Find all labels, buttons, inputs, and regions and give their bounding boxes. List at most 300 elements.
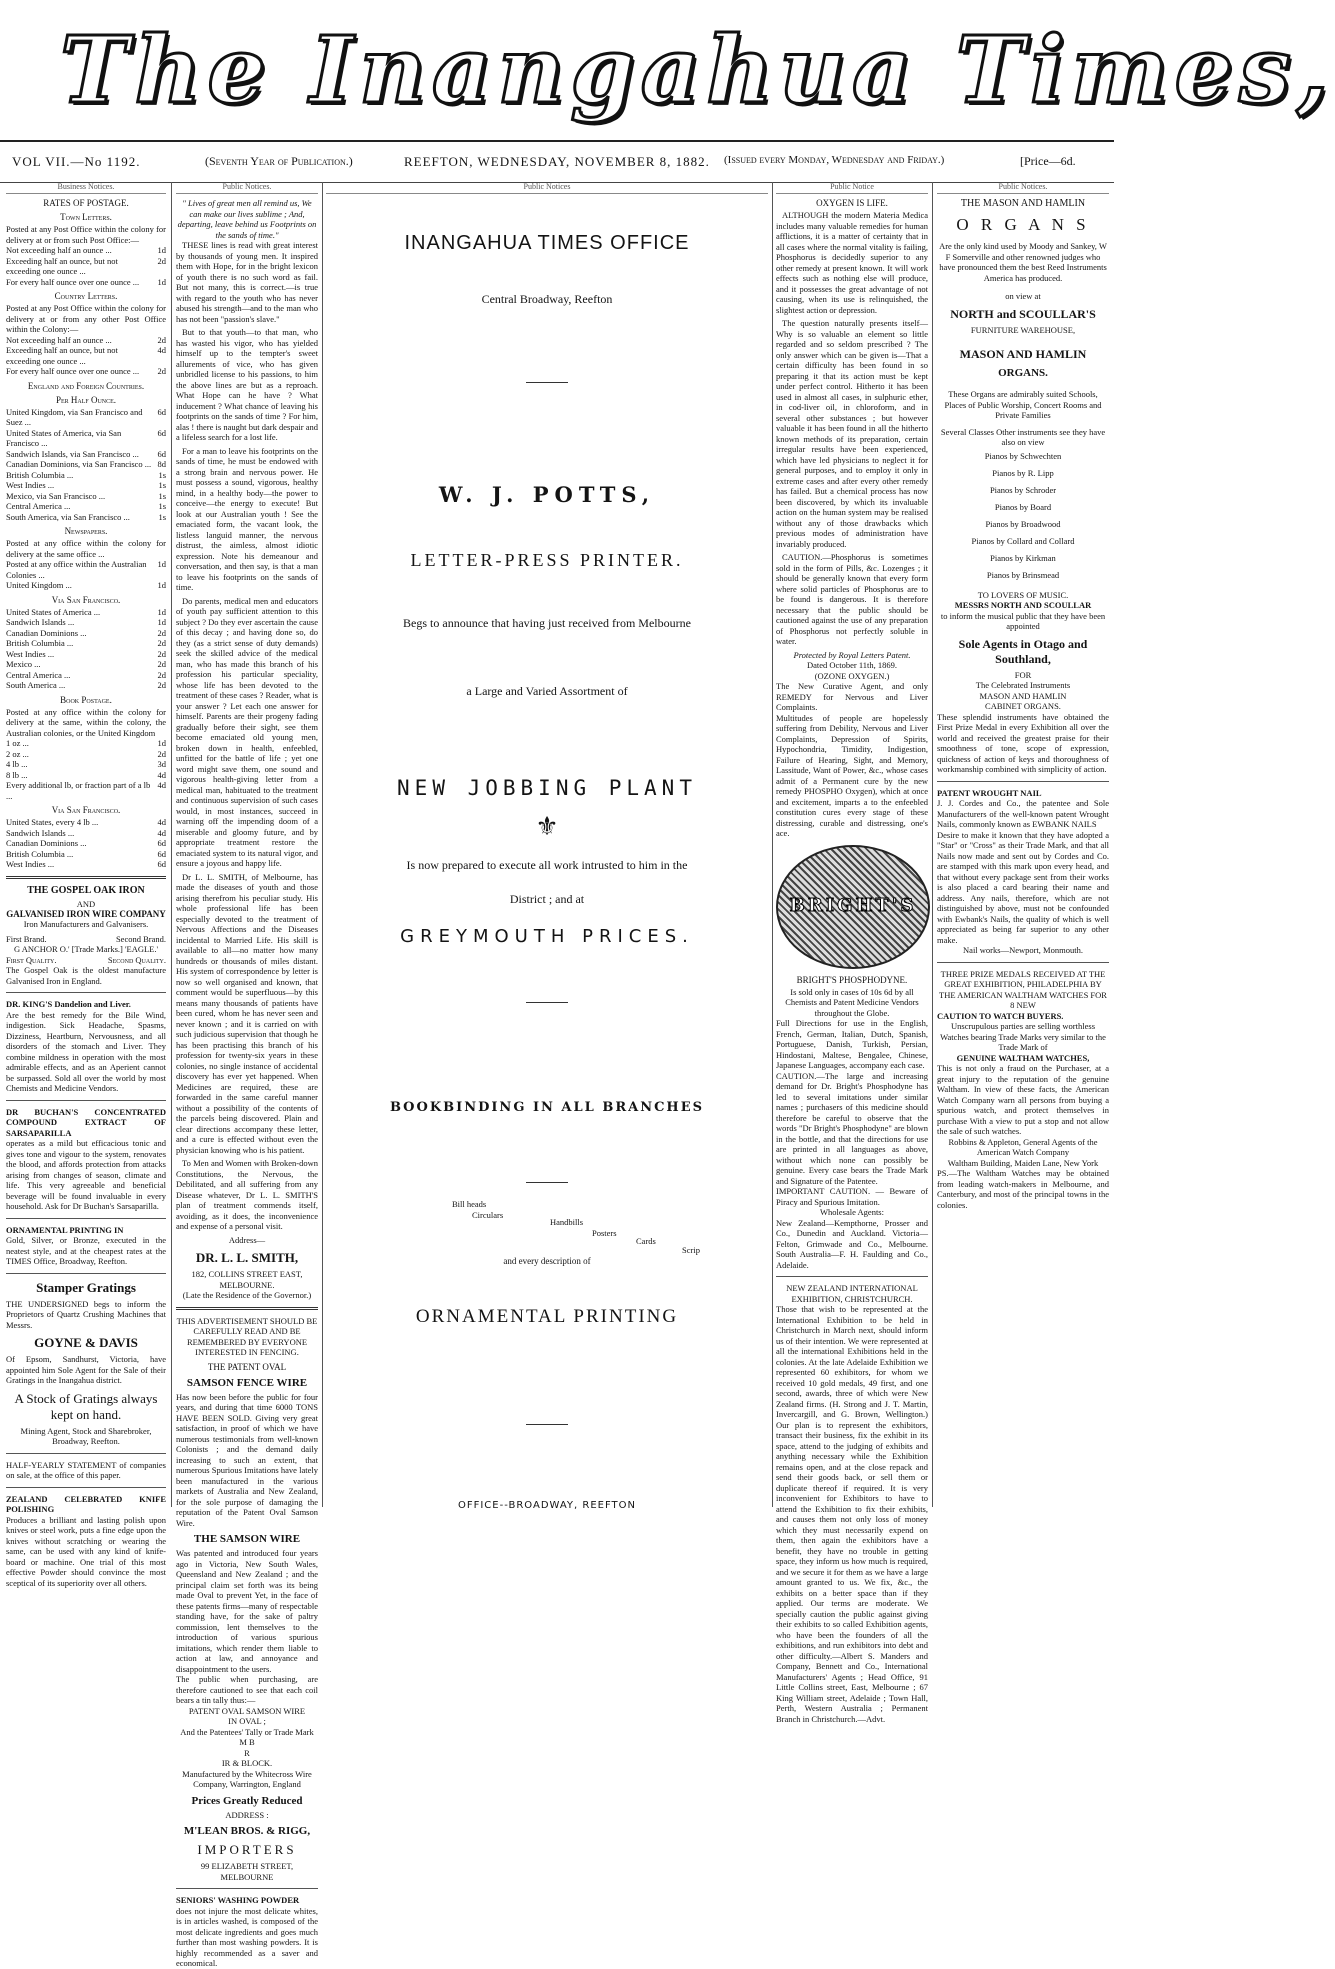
rate-value: 1d [157, 245, 166, 255]
mlean-bros: M'LEAN BROS. & RIGG, [183, 1825, 311, 1837]
inform-text: to inform the musical public that they have been appointed [940, 610, 1106, 631]
column-rule [171, 182, 172, 1507]
price: [Price—6d. [1020, 154, 1076, 168]
dr-king-title: DR. KING'S Dandelion and Liver. [6, 999, 131, 1009]
directions-text: Full Directions for use in the English, French, German, Italian, Dutch, Spanish, Portuguese, Danish, Turkish, Persian, Hindostani, Maltese, Bengalee, Chinese, Japanese Languages, accompany each case. [776, 1018, 928, 1070]
announce-line: and every description of [503, 1256, 591, 1266]
rate-label: 2 oz ... [6, 748, 29, 759]
piano-item: Pianos by Brinsmead [986, 569, 1060, 580]
rate-label: Sandwich Islands ... [6, 617, 75, 627]
rate-label: West Indies ... [6, 648, 55, 659]
divider [6, 1453, 166, 1454]
divider [6, 1273, 166, 1274]
rate-value: 2d [157, 334, 166, 345]
rate-label: Sandwich Islands, via San Francisco ... [6, 448, 139, 459]
divider [176, 1888, 318, 1889]
rate-row [6, 828, 166, 839]
caution-watch: CAUTION TO WATCH BUYERS. [937, 1010, 1064, 1021]
samson-fence-wire: SAMSON FENCE WIRE [186, 1376, 308, 1389]
badge-label: BRIGHT'S [789, 894, 917, 916]
nz-exhibition-title: NEW ZEALAND INTERNATIONAL EXHIBITION, CHRISTCHURCH. [786, 1283, 918, 1304]
rate-label: 4 lb ... [6, 759, 28, 769]
rate-label: 8 lb ... [6, 769, 28, 780]
rate-value: 1s [158, 469, 166, 480]
rate-row [6, 849, 166, 860]
printing-item: Circulars [472, 1210, 504, 1220]
rate-label: 1 oz ... [6, 738, 29, 748]
book-post-heading: Book Postage. [60, 694, 112, 705]
office-address: Central Broadway, Reefton [481, 292, 613, 306]
address-label: ADDRESS : [225, 1809, 269, 1820]
goyne-text: Of Epsom, Sandhurst, Victoria, have appointed him Sole Agent for the Sale of their Gratings in the Inangahua district. [6, 1354, 166, 1385]
goyne-davis: GOYNE & DAVIS [34, 1335, 138, 1350]
tally-text: M B [239, 1737, 255, 1747]
rate-value: 3d [157, 759, 166, 769]
rate-row [6, 245, 166, 256]
important-caution: IMPORTANT CAUTION. — Beware of Piracy and Spurious Imitation. [776, 1186, 928, 1207]
gospel-and: AND [76, 898, 96, 909]
importers: IMPORTERS [197, 1842, 297, 1857]
column-rule [322, 182, 323, 1507]
rate-row [6, 470, 166, 481]
rate-value: 1s [158, 511, 166, 522]
rate-value: 6d [157, 406, 166, 417]
article-paragraph: Dr L. L. SMITH, of Melbourne, has made the diseases of youth and those arising therefrom his peculiar study. His whole professional life has been especially devoted to the treatment of Nervous Affections and the Diseases incidental to Married Life. His skill is available to all—no matter how many hundreds or thousands of miles distant. His system of correspondence by letter is now so well organised and known, that comment would be superfluous—by this means many thousands of patients have been cured, whom he has never seen and never known ; and it is carried on with such judicious supervision that though he has been practising this branch of his profession for twenty-six years in these colonies, no single instance of accidental discovery has ever yet happened. When Medicines are required, these are forwarded in the same careful manner without a possibility of the contents of the parcels being discovered. Plain and clear directions accompany these letter, and a cure is effected without even the physician knowing who is his patient. [176, 871, 318, 1155]
rate-row [6, 512, 166, 523]
divider [6, 876, 166, 879]
rate-value: 2d [157, 648, 166, 659]
divider [176, 1307, 318, 1310]
rate-value: 6d [157, 448, 166, 459]
rate-label: United Kingdom, via San Francisco and Suez ... [6, 406, 143, 427]
cabinet-organs: CABINET ORGANS. [985, 701, 1061, 711]
smith-note: (Late the Residence of the Governor.) [182, 1290, 312, 1300]
publication-year: (Seventh Year of Publication.) [205, 154, 353, 168]
column-printer-ad [326, 182, 768, 1510]
article-paragraph: To Men and Women with Broken-down Constitutions, the Nervous, the Debilitated, and all suffering from any Disease whatever, Dr L. L. SMITH'S plan of treatment commends itself, avoiding, as it does, the inconvenience and expense of a personal visit. [176, 1158, 318, 1231]
divider [6, 1487, 166, 1488]
samson-wire: THE SAMSON WIRE [193, 1533, 301, 1545]
rate-row [6, 345, 166, 366]
several-classes: Several Classes Other instruments see they have also on view [940, 426, 1106, 447]
half-yearly: HALF-YEARLY STATEMENT of companies on sale, at the office of this paper. [6, 1459, 166, 1480]
piano-item: Pianos by Schroder [989, 484, 1057, 495]
address-label: Address— [228, 1234, 266, 1245]
printing-item: Bill heads [452, 1199, 487, 1209]
rate-row [6, 780, 166, 801]
piano-item: Pianos by Kirkman [990, 552, 1056, 563]
piano-item: Pianos by R. Lipp [992, 467, 1054, 478]
rates-table [6, 245, 166, 287]
watch-text: Unscrupulous parties are selling worthless Watches bearing Trade Marks very similar to the Trade Mark of [940, 1021, 1106, 1052]
column-rule [772, 182, 773, 1507]
rate-value: 2d [157, 627, 166, 638]
nz-exhibition-text: Those that wish to be represented at the International Exhibition to be held in Christchurch in March next, should inform us of their intention. We were represented at all the international Exhibitions held in the colonies. At the late Adelaide Exhibition we represented 60 exhibitors, for whom we received 10 gold medals, 49 first, and one second, awards, three of which were New Zealand firms. (H. Strong and J. T. Martin, Invercargill, and G. Brown, Wellington.) Our plan is to represent the exhibitors, transact their business, fix the exhibit in its space, attend to the judging of exhibits and anything necessary while the Exhibition remains open, and at the close repack and send their goods back, or sell them or duplicate thereof if required. It is very inconvenient for Exhibitors to have to attend the Exhibition to fix their exhibits, and causes them not only loss of money which they must necessarily expend on them, then again the exhibitors have a benefit, they have no trouble in getting space, they inform us how much is required, and we secure it for them as we have a large amount granted to us. We fix, &c., the exhibits on a better space than if they applied. Our terms are moderate. We specially caution the public against giving their exhibits to so called Exhibition agents, who have been the founders of all the exhibitions, and run exhibitors into debt and other difficulty.—Albert S. Manders and Company, Bennett and Co., International Manufacturers' Agents ; Head Office, 91 Little Collins street, East, Melbourne ; 67 King William street, Adelaide ; Town Hall, Perth, Western Australia ; Permanent Branch in Christchurch.—Advt. [776, 1304, 928, 1724]
brights-sold: Is sold only in cases of 10s 6d by all Chemists and Patent Medicine Vendors throughout the Globe. [785, 986, 919, 1018]
divider [937, 781, 1109, 782]
curative-text: The New Curative Agent, and only REMEDY for Nervous and Liver Complaints. [776, 681, 928, 712]
stock-title: A Stock of Gratings always kept on hand. [14, 1390, 158, 1422]
rate-value: 4d [157, 345, 166, 355]
smith-name: DR. L. L. SMITH, [195, 1250, 299, 1265]
rate-row [6, 680, 166, 691]
gospel-subtitle: Iron Manufacturers and Galvanisers. [23, 919, 149, 929]
gospel-oak-title: THE GOSPEL OAK IRON [27, 884, 145, 896]
rate-value: 1d [157, 738, 166, 748]
bookbinding: BOOKBINDING IN ALL BRANCHES [389, 1100, 705, 1115]
newspapers-text: Posted at any office within the colony for delivery at the same office ... [6, 538, 166, 559]
organs-suited: These Organs are admirably suited Schools, Places of Public Worship, Concert Rooms and Private Families [944, 389, 1102, 420]
column-header: Public Notices [326, 182, 768, 194]
rates-table [6, 817, 166, 870]
issue-schedule: (Issued every Monday, Wednesday and Friday.) [724, 154, 945, 166]
dr-king-text: Are the best remedy for the Bile Wind, indigestion. Sick Headache, Spasms, Dizziness, Heartburn, Nervousness, and all disorders of the stomach and Liver. They combine mildness in operation with the most admirable effects, and as an Aperient cannot be surpassed. Sold all over the world by most Chemists and Medicine Vendors. [6, 1009, 166, 1093]
article-paragraph: CAUTION.—Phosphorus is sometimes sold in the form of Pills, &c. Lozenges ; it should be generally known that every form where solid particles of Phosphorus are to be found is dangerous. It is therefore necessary that the public should be cautioned against the use of any preparation of Phosphorus not perfectly soluble in water. [776, 552, 928, 646]
rate-label: Central America ... [6, 669, 71, 680]
rate-row [6, 859, 166, 870]
senior-text: does not injure the most delicate whites, is in articles washed, is composed of the most delicate ingredients and goes much further than most washing powders. It is highly recommended as a saver and economical. [176, 1905, 318, 1968]
rate-label: Not exceeding half an ounce ... [6, 334, 112, 345]
rate-label: Central America ... [6, 501, 71, 511]
zealand-text: Produces a brilliant and lasting polish upon knives or steel work, puts a fine edge upon the knives without scratching or wearing the same, can be used with any kind of knife-board or machine. One trial of this most effective Powder should convince the most sceptical of its superiority over all others. [6, 1514, 166, 1588]
rate-value: 2d [157, 669, 166, 680]
rate-row [6, 480, 166, 491]
town-letters-text: Posted at any Post Office within the colony for delivery at or from such Post Office:— [6, 224, 166, 245]
gospel-company: GALVANISED IRON WIRE COMPANY [6, 909, 166, 919]
rate-label: Mexico, via San Francisco ... [6, 490, 106, 501]
rate-label: For every half ounce over one ounce ... [6, 276, 140, 287]
robbins: Robbins & Appleton, General Agents of the American Watch Company [948, 1136, 1098, 1157]
rate-label: Canadian Dominions, via San Francisco ... [6, 459, 152, 469]
rate-label: British Columbia ... [6, 848, 74, 859]
dated: Dated October 11th, 1869. [806, 660, 898, 670]
country-letters-heading: Country Letters. [54, 291, 118, 301]
column-rule [932, 182, 933, 1507]
wholesale-agents: New Zealand—Kempthorne, Prosser and Co., Dunedin and Auckland. Victoria—Felton, Grimwade and Co., Melbourne. South Australia—F. H. Faulding and Co., Adelaide. [776, 1217, 928, 1270]
nail-works: Nail works—Newport, Monmouth. [963, 945, 1083, 955]
rate-value: 1s [158, 480, 166, 490]
column-header: Public Notice [776, 182, 928, 194]
piano-item: Pianos by Collard and Collard [971, 535, 1075, 546]
rate-label: British Columbia ... [6, 469, 74, 480]
brand-first: First Brand. [6, 933, 47, 944]
ornament-icon: ⚜ [535, 812, 559, 841]
rate-row [6, 838, 166, 849]
tally-text: IN OVAL ; [228, 1716, 266, 1726]
divider [937, 962, 1109, 963]
rate-row [6, 580, 166, 591]
sole-agents: Sole Agents in Otago and Southland, [958, 636, 1088, 666]
cordes-body: Desire to make it known that they have adopted a "Star" or "Cross" as their Trade Mark, and that all Nails now made and sent out by Cordes and Co. are stamped with this mark upon every head, and that without every package sent from their works is also placed a card bearing their name and address. Any nails, therefore, which are not distinguished by above, must not be confounded with Ewbank's Nails, the quality of which is well appreciated as being far superior to any other make. [937, 829, 1109, 945]
patent-note: Protected by Royal Letters Patent. [793, 649, 911, 660]
divider [526, 1424, 568, 1425]
stamper-title: Stamper Gratings [36, 1279, 136, 1295]
rate-value: 1s [158, 490, 166, 501]
tally-text: And the Patentees' Tally or Trade Mark [180, 1726, 314, 1737]
genuine-text: This is not only a fraud on the Purchaser, at a great injury to the reputation of the genuine Waltham. In view of these facts, the American Watch Company warn all persons from buying a spurious watch, and protect themselves in purchase With a view to put a stop and not allow the sale of such watches. [937, 1063, 1109, 1136]
rates-table [6, 407, 166, 523]
jobbing-plant: NEW JOBBING PLANT [397, 776, 697, 800]
gospel-text: The Gospel Oak is the oldest manufacture Galvanised Iron in England. [6, 965, 166, 986]
rates-table [6, 559, 166, 591]
patent-nail-title: PATENT WROUGHT NAIL [937, 787, 1042, 798]
article-paragraph: The question naturally presents itself—Why is so valuable an element so little regarded and so seldom prescribed ? The only answer which can be given is—That a certain difficulty has been found in so preparing it that its action must be kept under perfect control. Hitherto it has been used in almost all cases, in sulphuric ether, in cod-liver oil, in chloroform, and in several other substances ; but however valuable it has been found in all the hitherto known methods of its preparation, certain irregular results have been experienced, which have led physicians to neglect it for general purposes, and to employ it only in extreme cases and after every other remedy has failed. But a chemical process has now been discovered, by which its invaluable action on the human system may be realised without any of those drawbacks which previous modes of administration have invariably produced. [776, 318, 928, 549]
rate-row [6, 277, 166, 288]
lovers-of-music: TO LOVERS OF MUSIC. [977, 589, 1069, 600]
column-header: Public Notices. [937, 182, 1109, 194]
rate-label: Not exceeding half an ounce ... [6, 245, 112, 255]
rates-table [6, 607, 166, 691]
rate-row [6, 607, 166, 618]
quality-second: Second Quality. [107, 954, 166, 965]
rate-row [6, 449, 166, 460]
celebrated: The Celebrated Instruments [975, 680, 1071, 690]
rate-label: Posted at any office within the Australian Colonies ... [6, 559, 147, 580]
genuine-waltham: GENUINE WALTHAM WATCHES, [956, 1052, 1090, 1063]
rate-label: United Kingdom ... [6, 580, 72, 590]
ornamental-text: Gold, Silver, or Bronze, executed in the neatest style, and at the cheapest rates at the TIMES Office, Broadway, Reefton. [6, 1235, 166, 1266]
announce-line: District ; and at [509, 892, 585, 906]
ornamental-title: ORNAMENTAL PRINTING IN [6, 1224, 124, 1235]
rate-row [6, 459, 166, 470]
announce-line: Is now prepared to execute all work intrusted to him in the [406, 858, 688, 872]
divider [526, 382, 568, 383]
mlean-address: 99 ELIZABETH STREET, MELBOURNE [200, 1861, 294, 1882]
messrs: MESSRS NORTH AND SCOULLAR [954, 600, 1092, 610]
masthead [0, 0, 1335, 140]
rate-row [6, 366, 166, 377]
divider [6, 992, 166, 993]
article-paragraph: THESE lines is read with great interest by thousands of young men. It inspired them with Hope, for in the bright lexicon of youth there is no such word as fail. But not many, this is correct.—is true with regard to the youth who has never abused his strength—and to the man who has not been "passion's slave." [176, 240, 318, 324]
rates-table [6, 335, 166, 377]
buchan-title: DR BUCHAN'S CONCENTRATED COMPOUND EXTRACT OF SARSAPARILLA [6, 1106, 166, 1138]
on-view: on view at [1005, 291, 1041, 301]
town-letters-heading: Town Letters. [60, 212, 112, 222]
rate-row [6, 256, 166, 277]
column-header: Business Notices. [6, 182, 166, 194]
buchan-text: operates as a mild but efficacious tonic and gives tone and vigour to the system, renovates the blood, and affords protection from attacks arising from changes of season, climate and life. This very agreeable and beneficial beverage will be found invaluable in every household. Ask for Dr Buchan's Sarsaparilla. [6, 1138, 166, 1211]
ozone: (OZONE OXYGEN.) [814, 670, 890, 681]
waltham-building: Waltham Building, Maiden Lane, New York [947, 1157, 1099, 1168]
patent-oval: THE PATENT OVAL [207, 1361, 287, 1372]
rate-value: 8d [157, 459, 166, 469]
newspaper-title: The Inangahua Times, [60, 16, 1335, 124]
stock-text: Mining Agent, Stock and Sharebroker, Broadway, Reefton. [20, 1425, 152, 1446]
poem: " Lives of great men all remind us, We can make our lives sublime ; And, departing, leave behind us Footprints on the sands of time." [177, 198, 317, 240]
rate-row [6, 628, 166, 639]
zealand-title: ZEALAND CELEBRATED KNIFE POLISHING [6, 1493, 166, 1514]
rate-label: Every additional lb, or fraction part of a lb ... [6, 780, 151, 801]
warehouse: FURNITURE WAREHOUSE, [970, 324, 1076, 335]
rate-row [6, 559, 166, 580]
rate-row [6, 659, 166, 670]
mason-hamlin-2: MASON AND HAMLIN [979, 690, 1067, 701]
multitudes-text: Multitudes of people are hopelessly suffering from Debility, Nervous and Liver Complaints, Depression of Spirits, Hypochondria, Timidity, Indigestion, Failure of Hearing, Sight, and Memory, Lassitude, Want of Power, &c., whose cases admit of a Permanent cure by the new remedy PHOSPHO Oxygen), which at once and excitement, imparts a to the enfeebled constitution cures every stage of these distressing, curable and distressing, one's ace. [776, 712, 928, 838]
for: FOR [1014, 669, 1032, 680]
rate-value: 6d [157, 859, 166, 869]
dateline [0, 140, 1114, 183]
printer-trade: LETTER-PRESS PRINTER. [410, 550, 684, 570]
piano-list [937, 448, 1109, 584]
rate-label: South America ... [6, 680, 66, 690]
rate-label: Canadian Dominions ... [6, 627, 87, 638]
via-sf-heading: Via San Francisco. [51, 594, 121, 605]
rate-label: United States, every 4 lb ... [6, 817, 99, 827]
rate-value: 4d [157, 769, 166, 780]
ornamental-printing: ORNAMENTAL PRINTING [415, 1306, 679, 1327]
organs: ORGANS. [998, 367, 1048, 379]
column-oxygen [776, 182, 928, 1724]
rate-label: Mexico ... [6, 659, 41, 669]
mason-hamlin-title: THE MASON AND HAMLIN [960, 198, 1086, 209]
greymouth-prices: GREYMOUTH PRICES. [400, 926, 694, 947]
rate-row [6, 817, 166, 828]
foreign-heading: England and Foreign Countries. [27, 380, 145, 391]
rate-label: Canadian Dominions ... [6, 838, 87, 848]
rate-row [6, 491, 166, 502]
rate-row [6, 501, 166, 512]
manufactured: Manufactured by the Whitecross Wire Company, Warrington, England [182, 1768, 312, 1789]
piano-item: Pianos by Broadwood [985, 518, 1061, 529]
rate-label: United States of America ... [6, 606, 101, 617]
rates-title: RATES OF POSTAGE. [43, 198, 129, 208]
printing-item: Scrip [682, 1245, 700, 1255]
rate-label: Sandwich Islands ... [6, 827, 75, 838]
rate-label: United States of America, via San Francisco ... [6, 427, 122, 448]
printing-item: Posters [592, 1228, 617, 1238]
senior-title: SENIORS' WASHING POWDER [176, 1895, 300, 1905]
rate-label: West Indies ... [6, 480, 55, 490]
divider [526, 1002, 568, 1003]
ps-text: PS.—The Waltham Watches may be obtained from leading watch-makers in Melbourne, and Canterbury, and most of the principal towns in the colonies. [937, 1168, 1109, 1210]
brights-title: BRIGHT'S PHOSPHODYNE. [796, 974, 908, 985]
rate-label: Exceeding half an ounce, but not exceeding one ounce ... [6, 345, 118, 366]
rate-row [6, 407, 166, 428]
rate-value: 2d [157, 680, 166, 690]
samson-text: Was patented and introduced four years ago in Victoria, New South Wales, Queensland and New Zealand ; and the principal claim set forth was its being made Oval to prevent Yet, in the face of these patents firms—many of respectable standing have, for the sake of paltry commission, lent themselves to the introduction of various spurious imitations, which render them liable to action at law, and annoyance and disappointment to the users. [176, 1548, 318, 1674]
rate-row [6, 649, 166, 660]
splendid-text: These splendid instruments have obtained the First Prize Medal in every Exhibition all over the world and received the greatest praise for their smoothness of tone, scope of expression, quickness of action of keys and thoroughness of workmanship combined with simplicity of action. [937, 711, 1109, 774]
rate-value: 6d [157, 427, 166, 438]
article-paragraph: Do parents, medical men and educators of youth pay sufficient attention to this subject ? Do they ever ascertain the cause of this decay ; and having done so, do they (as a strict sense of duty demands) seek the skilled advice of the medical man, who has made this branch of his profession his particular speciality, whose life has been devoted to the treatment of these cases ? Reader, what is your answer ? Let each one answer for himself. Parents are their progeny fading gradually before their sight, see them become emaciated old young men, broken down in health, enfeebled, unfitted for the battle of life ; yet one word might save them, one sound and vigorous health-giving letter from a medical man, habituated to the treatment and continuous supervision of such cases would, in most instances, succeed in warning off the impending doom of a miserable and gloomy future, and by appropriate treatment restore the emaciated system to its natural vigor, and ensure a joyous and happy life. [176, 595, 318, 868]
printing-item: Handbills [550, 1217, 584, 1227]
rate-label: For every half ounce over one ounce ... [6, 366, 140, 376]
place-date: REEFTON, WEDNESDAY, NOVEMBER 8, 1882. [404, 154, 710, 169]
foreign-subheading: Per Half Ounce. [55, 394, 117, 405]
organs-heading: O R G A N S [956, 215, 1090, 234]
rate-value: 2d [157, 659, 166, 669]
samson-text: Has now been before the public for four years, and during that time 6000 TONS HAVE BEEN SOLD. Giving very great satisfaction, in proof of which we have numerous testimonials from well-known Colonists ; and the demand daily increasing to such an extent, that numerous Spurious Imitations have lately been manufactured in the various markets of Australia and New Zealand, for the sole purpose of damaging the reputation of the Patent Oval Samson Wire. [176, 1391, 318, 1528]
divider [6, 1100, 166, 1101]
tally-text: PATENT OVAL SAMSON WIRE [188, 1705, 306, 1716]
tally-text: R [244, 1747, 250, 1758]
column-header: Public Notices. [176, 182, 318, 194]
rate-value: 1d [157, 617, 166, 627]
printer-name: W. J. POTTS, [438, 482, 656, 507]
rate-value: 4d [157, 817, 166, 827]
book-post-text: Posted at any office within the colony for delivery at the same, within the colony, the Australian colonies, or the United Kingdom [6, 706, 166, 738]
rate-label: West Indies ... [6, 859, 55, 869]
rate-label: British Columbia ... [6, 638, 74, 648]
rates-table [6, 738, 166, 801]
fencing-notice: THIS ADVERTISEMENT SHOULD BE CAREFULLY READ AND BE REMEMBERED BY EVERYONE INTERESTED IN FENCING. [176, 1315, 318, 1357]
oxygen-title: OXYGEN IS LIFE. [816, 198, 888, 208]
rate-value: 1s [158, 501, 166, 511]
printing-item: Cards [636, 1236, 656, 1246]
rate-row [6, 617, 166, 628]
article-paragraph: For a man to leave his footprints on the sands of time, he must be endowed with a strong brain and nervous power. He must possess a sound, vigorous, healthy mind, in a healthy body—the power to conceive—the energy to execute! But look at our Australian youth ! See the emaciated form, the vacant look, the listless languid manner, the nervous distrust, the aimless, almost idiotic expression. Note his demeanour and conversation, and then say, is that a man to leave his footprints on the sands of time. [176, 445, 318, 592]
rate-value: 2d [157, 638, 166, 648]
stamper-text: THE UNDERSIGNED begs to inform the Proprietors of Quartz Crushing Machines that Messrs. [6, 1298, 166, 1330]
wholesale-heading: Wholesale Agents: [820, 1207, 884, 1217]
rate-label: Exceeding half an ounce, but not exceeding one ounce ... [6, 255, 118, 276]
north-scoullar: NORTH and SCOULLAR'S [950, 306, 1096, 321]
office-title: INANGAHUA TIMES OFFICE [404, 232, 690, 254]
brights-trademark-icon [776, 845, 930, 969]
rate-value: 1d [157, 276, 166, 287]
organs-text: Are the only kind used by Moody and Sankey, W F Somerville and other renowned judges who have pronounced them the best Reed Instruments America has produced. [939, 241, 1107, 283]
quality-first: First Quality. [6, 954, 57, 965]
gospel-trade-marks: G ANCHOR O.' [Trade Marks.] 'EAGLE.' [13, 944, 159, 954]
caution-text: CAUTION.—The large and increasing demand for Dr. Bright's Phosphodyne has led to several imitations under similar names ; purchasers of this medicine should therefore be careful to observe that the words "Dr Bright's Phosphodyne" are blown in the bottle, and that the directions for use are printed in all languages as above, without which none can possibly be genuine. Every case bears the Trade Mark and Signature of the Patentee. [776, 1070, 928, 1186]
rate-value: 2d [157, 366, 166, 376]
via-sf-heading: Via San Francisco. [51, 805, 121, 815]
rate-value: 1d [157, 580, 166, 590]
piano-item: Pianos by Board [994, 501, 1052, 512]
volume-number: VOL VII.—No 1192. [12, 154, 141, 169]
rate-row [6, 738, 166, 749]
rate-row [6, 335, 166, 346]
rate-row [6, 638, 166, 649]
three-prize: THREE PRIZE MEDALS RECEIVED AT THE GREAT EXHIBITION, PHILADELPHIA BY THE AMERICAN WALTHAM WATCHES FOR 8 NEW [939, 968, 1107, 1010]
announce-line: Begs to announce that having just received from Melbourne [403, 616, 691, 630]
article-paragraph: But to that youth—to that man, who has wasted his vigor, who has yielded himself up to the tempter's sweet allurements of vice, who has given unbridled license to his passions, to him the above lines are but as a reproach. What Hope can he have ? What inducement ? What chance of leaving his footprints on the sands of time ? For him, alas ! there is naught but dark despair and a lifeless search for a lost life. [176, 327, 318, 442]
tally-text: IR & BLOCK. [221, 1758, 273, 1768]
cordes-text: J. J. Cordes and Co., the patentee and Sole Manufacturers of the well-known patent Wrought Nails, commonly known as EWBANK NAILS [937, 798, 1109, 829]
rate-value: 1d [157, 606, 166, 617]
rate-value: 2d [157, 748, 166, 759]
rate-row [6, 759, 166, 770]
divider [776, 1276, 928, 1277]
piano-item: Pianos by Schwechten [984, 450, 1062, 461]
brand-second: Second Brand. [115, 933, 166, 944]
rate-row [6, 770, 166, 781]
rate-value: 6d [157, 848, 166, 859]
divider [6, 1218, 166, 1219]
announce-line: a Large and Varied Assortment of [466, 684, 628, 698]
column-organs [937, 182, 1109, 1510]
article-paragraph: ALTHOUGH the modern Materia Medica includes many valuable remedies for human afflictions, it is a matter of certainty that in all cases where the normal vitality is failing, Phosphorus is decidedly superior to any other remedy at present known. It will work effects such as nothing else will produce, and it possesses the great advantage of not causing, when its use is relinquished, the slightest action or depression. [776, 210, 928, 315]
rate-value: 1d [157, 559, 166, 569]
smith-address: 182, COLLINS STREET EAST, MELBOURNE. [191, 1269, 303, 1290]
newspapers-heading: Newspapers. [64, 526, 108, 536]
office-footer: OFFICE--BROADWAY, REEFTON [457, 1500, 637, 1511]
column-business-notices [6, 182, 166, 1588]
rate-value: 4d [157, 780, 166, 790]
rate-value: 4d [157, 827, 166, 838]
prices-reduced: Prices Greatly Reduced [191, 1794, 303, 1807]
rate-row [6, 428, 166, 449]
rate-value: 2d [157, 255, 166, 266]
rate-row [6, 670, 166, 681]
country-letters-text: Posted at any Post Office within the colony for delivery at or from any other Post Office within the Colony:— [6, 303, 166, 334]
divider [526, 1182, 568, 1183]
samson-text: The public when purchasing, are therefore cautioned to see that each coil bears a tin tally thus:— [176, 1674, 318, 1705]
mason-hamlin: MASON AND HAMLIN [959, 347, 1087, 361]
rate-row [6, 749, 166, 760]
rate-label: South America, via San Francisco ... [6, 511, 130, 522]
column-public-notices [176, 182, 318, 1968]
